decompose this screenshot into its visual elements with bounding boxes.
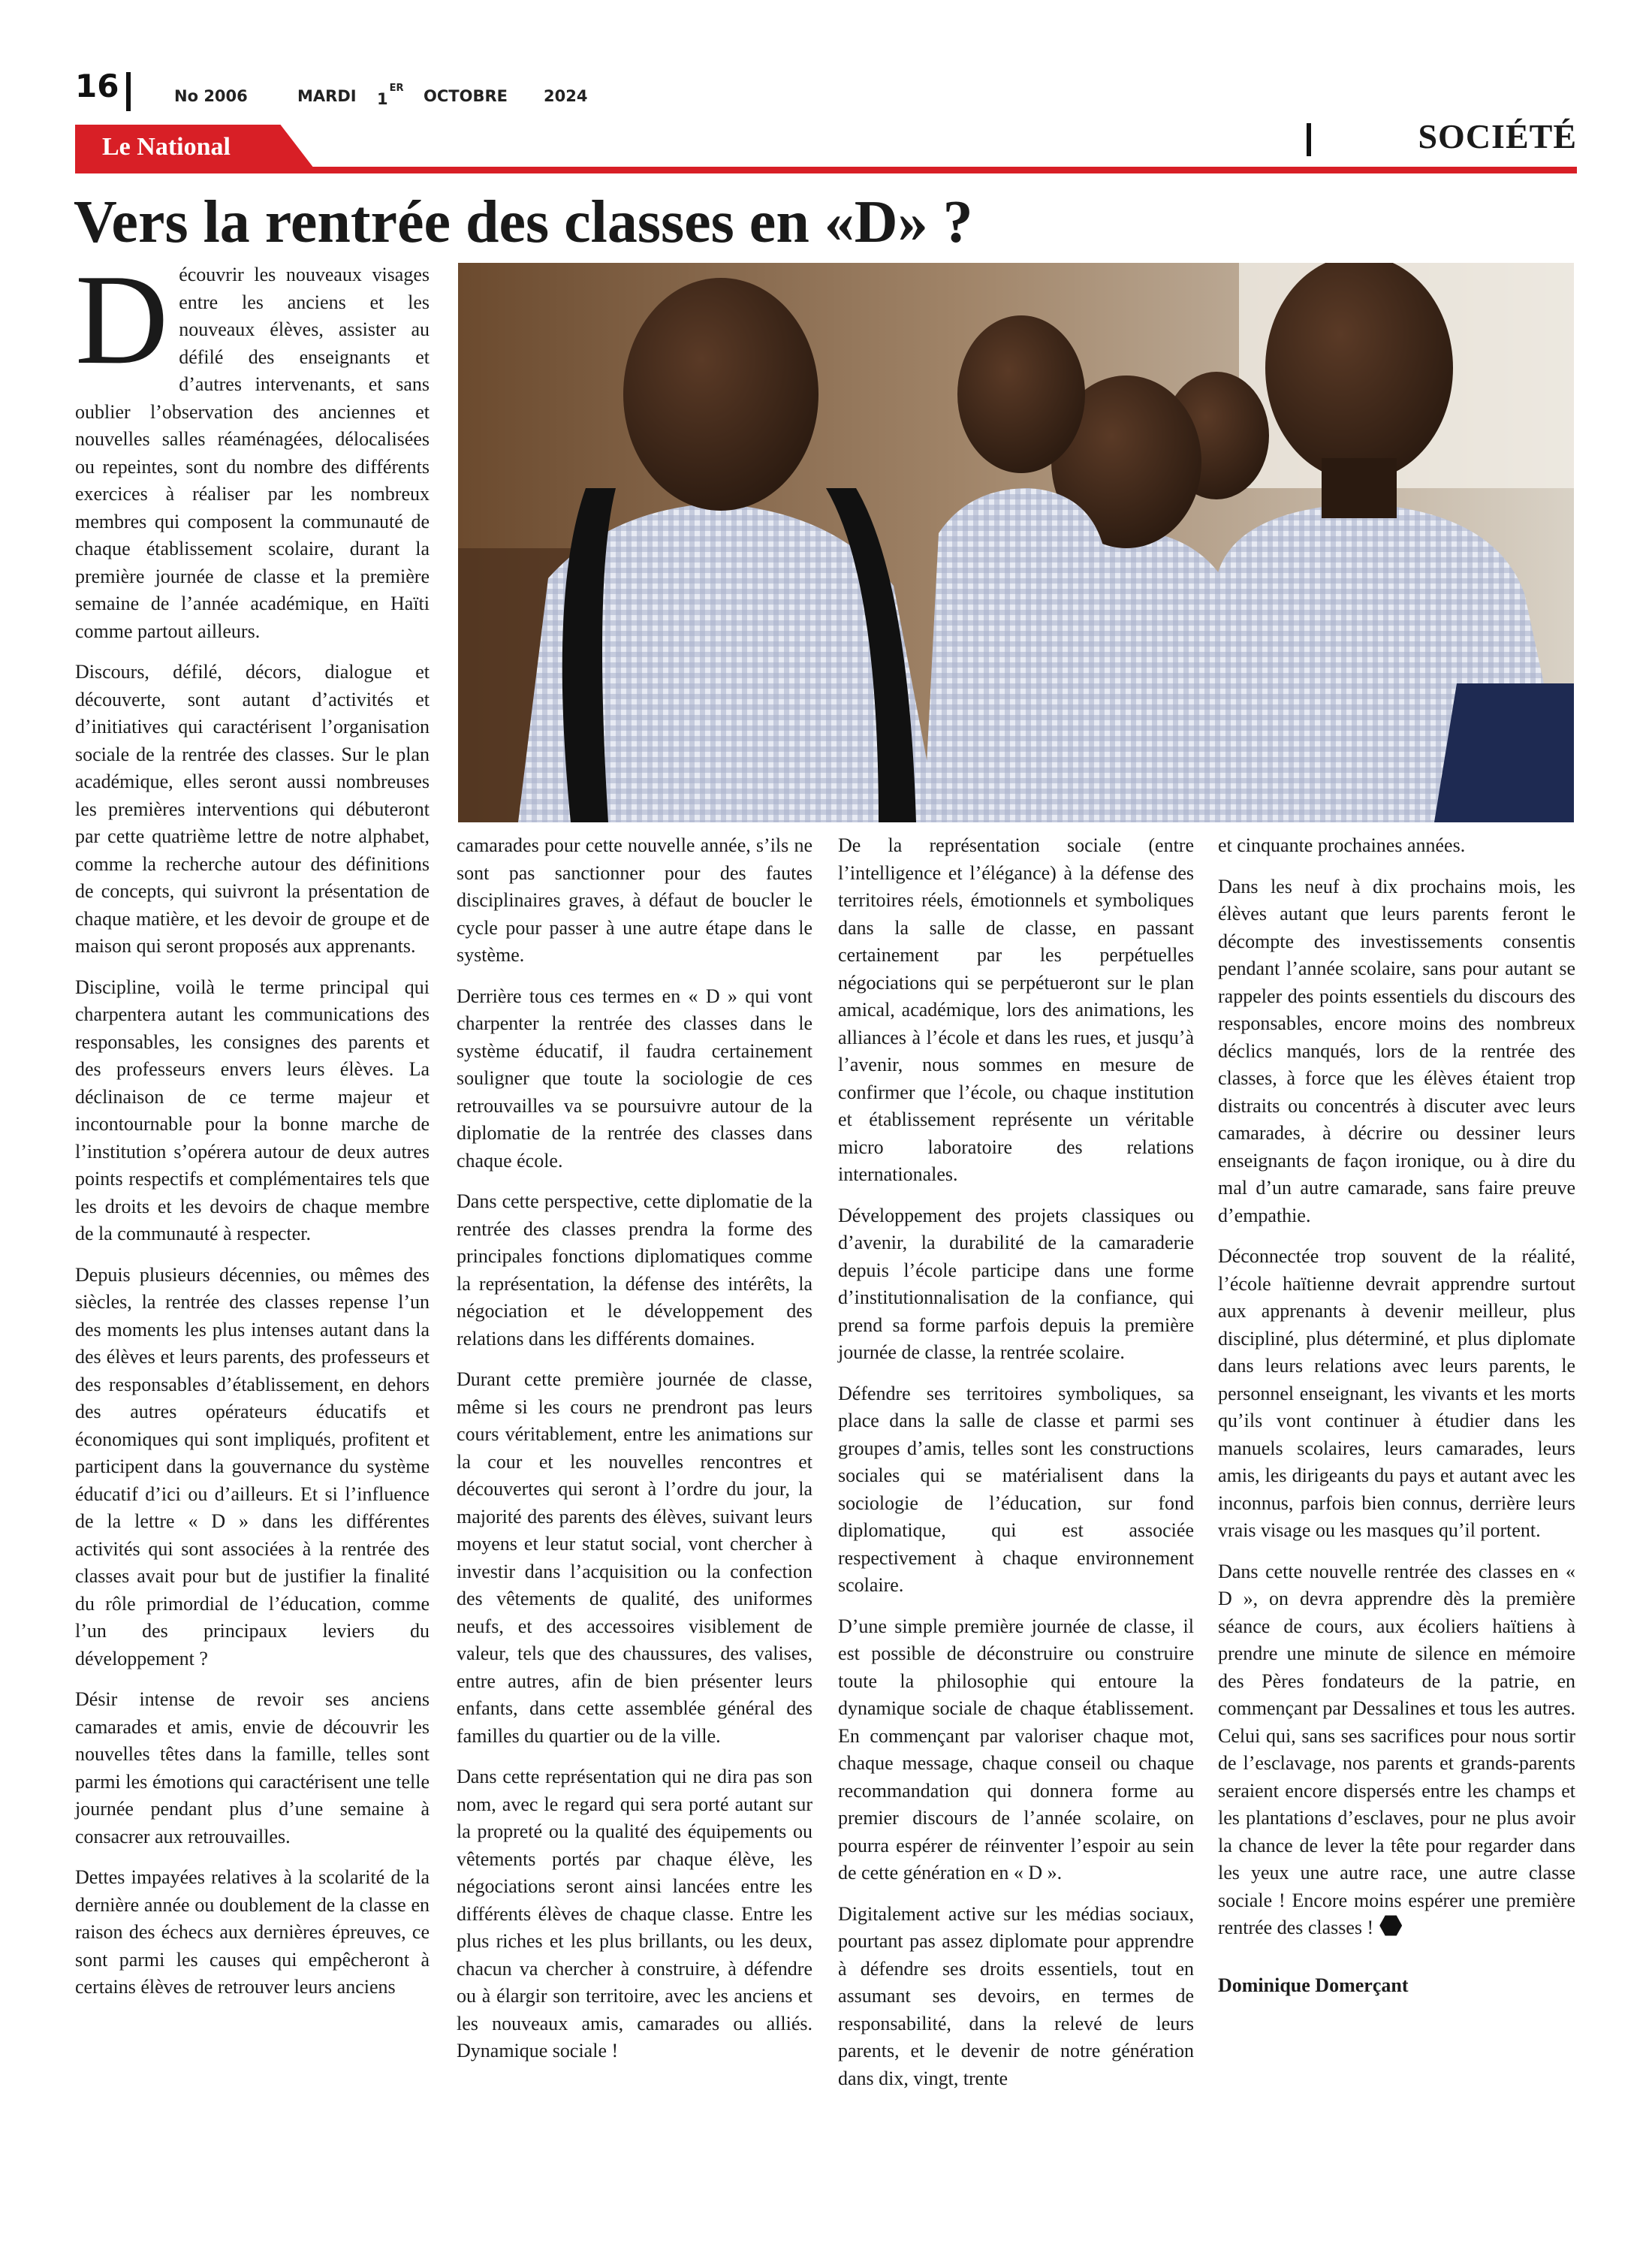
paragraph: et cinquante prochaines années.	[1218, 834, 1466, 856]
paragraph: De la représentation sociale (entre l’intelligence et l’élégance) à la défense des territoires réels, émotionnels et symboliques dans la salle de classe, en passant certainement par les perpétuelles négociations qui se perpétueront sur le plan amical, académique, lors des animations, les alliances à l’école et dans les rues, et jusqu’à l’avenir, nous sommes en mesure de confirmer que l’école, ou chaque institution et établissement représente un véritable micro laboratoire des relations internationales.	[838, 834, 1194, 1185]
paragraph: Déconnectée trop souvent de la réalité, l’école haïtienne devrait apprendre surtout aux apprenants à devenir meilleur, plus discipliné, plus déterminé, et plus diplomate dans leurs relations avec leurs parents, le personnel enseignant, les vivants et les morts qu’ils vont continuer à étudier dans les manuels scolaires, leurs camarades, leurs amis, les dirigeants du pays et autant avec les inconnus, parfois bien connus, derrière leurs vrais visage ou les masques qu’il portent.	[1218, 1245, 1575, 1541]
issue-date	[377, 83, 404, 108]
article-column-1	[75, 249, 430, 2214]
article-photo	[458, 263, 1574, 822]
paragraph: D’une simple première journée de classe, il est possible de déconstruire ou construire toute la philosophie qui entoure la dynamique sociale de chaque établissement. En commençant par valoriser chaque mot, chaque message, chaque conseil ou chaque recommandation qui donnera forme au premier discours de l’année scolaire, on pourra espérer de réinventer l’espoir au sein de cette génération en « D ».	[838, 1615, 1194, 1884]
issue-number: No 2006	[174, 87, 248, 105]
paragraph: Depuis plusieurs décennies, ou mêmes des siècles, la rentrée des classes repense l’un des moments les plus intenses autant dans la des élèves et leurs parents, des professeurs et des responsables d’établissement, en dehors des autres opérateurs éducatifs et économiques qui sont impliqués, profitent et participent dans la gouvernance du système éducatif d’ici ou d’ailleurs. Et si l’influence de la lettre « D » dans les différentes activités qui sont associées à la rentrée des classes avait pour but de justifier la finalité du rôle primordial de l’éducation, comme l’un des principaux leviers du développement ?	[75, 1263, 430, 1669]
lead-text: écouvrir les nouveaux visages entre les anciens et les nouveaux élèves, assister au défilé des enseignants et d’autres intervenants, et sans oublier l’observation des anciennes et nouvelles salles réaménagées, délocalisées ou repeintes, sont du nombre des différents exercices à réaliser par les nombreux membres qui composent la communauté de chaque établissement scolaire, durant la première journée de classe et la première semaine de l’année académique, en Haïti comme partout ailleurs.	[75, 264, 430, 642]
article-column-4	[1218, 832, 1575, 2184]
page-number: 16	[75, 68, 119, 104]
author-byline: Dominique Domerçant	[1218, 1974, 1409, 1996]
paragraph: Dans les neuf à dix prochains mois, les élèves autant que leurs parents feront le décompte des investissements consentis pendant l’année scolaire, sans pour autant se rappeler des points essentiels du discours des responsables, encore moins des nombreux déclics manqués, lors de la rentrée des classes, à force que les élèves étaient trop distraits ou concentrés à discuter avec leurs camarades, à décrire ou dessiner leurs enseignants de façon ironique, ou à dire du mal d’un autre camarade, sans faire preuve d’empathie.	[1218, 875, 1575, 1226]
article-column-2	[457, 832, 812, 2184]
paragraph: Défendre ses territoires symboliques, sa place dans la salle de classe et parmi ses groupes d’amis, telles sont les constructions sociales qui se matérialisent dans la sociologie de l’éducation, sur fond diplomatique, qui est associée respectivement à chaque environnement scolaire.	[838, 1382, 1194, 1596]
section-divider	[1307, 123, 1311, 156]
issue-date-suffix: ER	[389, 83, 404, 94]
paragraph: camarades pour cette nouvelle année, s’ils ne sont pas sanctionner pour des fautes disciplinaires graves, à défaut de boucler le cycle pour passer à une autre étape dans le système.	[457, 834, 812, 966]
page-number-divider	[126, 72, 131, 111]
paragraph: Durant cette première journée de classe, même si les cours ne prendront pas leurs cours véritablement, entre les animations sur la cour et les nouvelles rencontres et découvertes qui seront à l’ordre du jour, la majorité des parents des élèves, suivant leurs moyens et leur statut social, vont chercher à investir dans l’acquisition ou la confection des vêtements de qualité, des uniformes neufs, et des accessoires visiblement de valeur, tels que des chaussures, des valises, entre autres, afin de bien présenter leurs enfants, dans cette assemblée général des familles du quartier ou de la ville.	[457, 1368, 812, 1747]
paragraph: Derrière tous ces termes en « D » qui vont charpenter la rentrée des classes dans le système éducatif, il faudra certainement souligner que toute la sociologie de ces retrouvailles va se poursuivre autour de la diplomatie de la rentrée des classes dans chaque école.	[457, 985, 812, 1172]
issue-year: 2024	[544, 87, 588, 105]
header-rule	[75, 167, 1577, 173]
paragraph: Développement des projets classiques ou d’avenir, la durabilité de la camaraderie depuis l’école participe dans une forme d’institutionnalisation de la confiance, qui prend sa forme parfois depuis la première journée de classe, la rentrée scolaire.	[838, 1204, 1194, 1363]
section-title: SOCIÉTÉ	[1418, 117, 1577, 155]
issue-day: MARDI	[297, 87, 357, 105]
article-column-3	[838, 832, 1194, 2184]
issue-month: OCTOBRE	[424, 87, 508, 105]
lead-paragraph	[75, 249, 430, 645]
drop-cap: D	[75, 249, 169, 391]
photo-illustration	[458, 263, 1574, 822]
end-mark-icon	[1379, 1914, 1402, 1937]
paragraph: Désir intense de revoir ses anciens camarades et amis, envie de découvrir les nouvelles têtes dans la famille, telles sont parmi les émotions qui caractérisent une telle journée pendant plus d’une semaine à consacrer aux retrouvailles.	[75, 1688, 430, 1847]
paragraph: Dettes impayées relatives à la scolarité de la dernière année ou doublement de la classe en raison des échecs aux dernières épreuves, ce sont parmi les causes qui empêcheront à certains élèves de retrouver leurs anciens	[75, 1866, 430, 1998]
paragraph: Discipline, voilà le terme principal qui charpentera autant les communications des responsables, les consignes des parents et des professeurs envers leurs élèves. La déclinaison de ce terme majeur et incontournable pour la bonne marche de l’institution s’opérera autour de deux autres points respectifs et complémentaires tels que les droits et les devoirs de chaque membre de la communauté à respecter.	[75, 976, 430, 1244]
article-headline: Vers la rentrée des classes en «D» ?	[74, 189, 973, 255]
paragraph: Dans cette perspective, cette diplomatie de la rentrée des classes prendra la forme des principales fonctions diplomatiques comme la représentation, la défense des intérêts, la négociation et le développement des relations dans les différents domaines.	[457, 1190, 812, 1350]
paragraph: Digitalement active sur les médias sociaux, pourtant pas assez diplomate pour apprendre à défendre ses droits essentiels, tout en assumant ses devoirs, en termes de responsabilité, dans la relevé de leurs parents, et le devenir de notre génération dans dix, vingt, trente	[838, 1902, 1194, 2089]
closing-paragraph	[1218, 1558, 1575, 1942]
paragraph: Discours, défilé, décors, dialogue et découverte, sont autant d’activités et d’initiatives qui caractérisent l’organisation sociale de la rentrée des classes. Sur le plan académique, elles seront aussi nombreuses les premières interventions qui débuteront par cette quatrième lettre de notre alphabet, comme la recherche autour des définitions de concepts, qui suivront la présentation de chaque matière, et les devoir de groupe et de maison qui seront proposés aux apprenants.	[75, 661, 430, 957]
issue-date-number: 1	[377, 90, 388, 108]
paragraph: Dans cette représentation qui ne dira pas son nom, avec le regard qui sera porté autant sur la propreté ou la qualité des équipements ou vêtements portés par chaque élève, les négociations seront ainsi lancées entre les différents élèves de chaque classe. Entre les plus riches et les plus brillants, ou les deux, chacun va chercher à construire, à défendre ou à élargir son territoire, avec les anciens et les nouveaux amis, camarades ou alliés. Dynamique sociale !	[457, 1766, 812, 2061]
brand-name: Le National	[102, 133, 231, 161]
closing-text: Dans cette nouvelle rentrée des classes en « D », on devra apprendre dès la première séance de cours, aux écoliers haïtiens à prendre une minute de silence en mémoire des Pères fondateurs de la patrie, en commençant par Dessalines et tous les autres. Celui qui, sans ses sacrifices pour nous sortir de l’esclavage, nos parents et grands-parents seraient encore dispersés entre les champs et les plantations d’esclaves, pour ne plus avoir la chance de lever la tête pour regarder dans les yeux une autre race, une autre classe sociale ! Encore moins espérer une première rentrée des classes !	[1218, 1560, 1575, 1938]
